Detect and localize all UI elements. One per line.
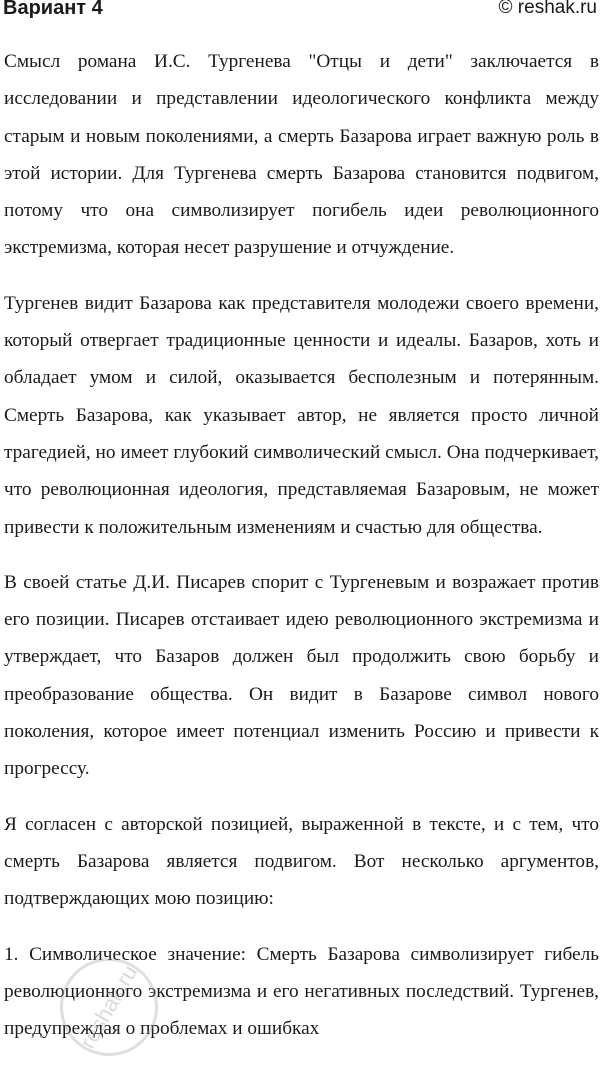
- paragraph-4: Я согласен с авторской позицией, выраженной в тексте, и с тем, что смерть Базарова является подвигом. Вот несколько аргументов, подтверждающих мою позицию:: [4, 813, 599, 910]
- paragraph-2: Тургенев видит Базарова как представителя молодежи своего времени, который отвергает традиционные ценности и идеалы. Базаров, хоть и обладает умом и силой, оказывается бесполезным и потерянным. Смерть Базарова, как указывает автор, не является просто личной трагедией, но имеет глубокий символический смысл. Она подчеркивает, что революционная идеология, представляемая Базаровым, не может привести к положительным изменениям и счастью для общества.: [4, 292, 599, 538]
- site-copyright: © reshak.ru: [498, 0, 597, 18]
- paragraph-5: 1. Символическое значение: Смерть Базарова символизирует гибель революционного экстремизма и его негативных последствий. Тургенев, предупреждая о проблемах и ошибках: [4, 943, 599, 1040]
- page-header: [0, 0, 603, 24]
- watermark-logo-text: reshak.ru: [74, 960, 143, 1053]
- variant-title: Вариант 4: [3, 0, 103, 19]
- paragraph-3: В своей статье Д.И. Писарев спорит с Тургеневым и возражает против его позиции. Писарев отстаивает идею революционного экстремизма и утверждает, что Базаров должен был продолжить свою борьбу и преобразование общества. Он видит в Базарове символ нового поколения, которое имеет потенциал изменить Россию и привести к прогрессу.: [4, 571, 599, 780]
- document-body: [4, 43, 599, 1065]
- paragraph-1: Смысл романа И.С. Тургенева "Отцы и дети" заключается в исследовании и представлении идеологического конфликта между старым и новым поколениями, а смерть Базарова играет важную роль в этой истории. Для Тургенева смерть Базарова становится подвигом, потому что она символизирует погибель идеи революционного экстремизма, которая несет разрушение и отчуждение.: [4, 51, 599, 259]
